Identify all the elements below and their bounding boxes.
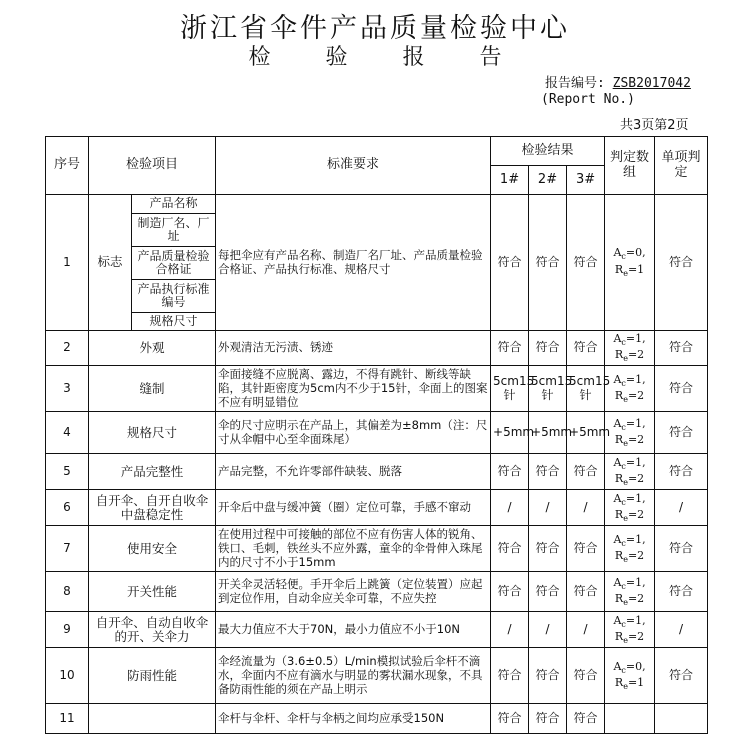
criterion: $A_c=1$, $R_e=2$	[605, 526, 655, 572]
result-3: 符合	[567, 526, 605, 572]
result-3: 符合	[567, 704, 605, 734]
row-item: 开关性能	[89, 572, 216, 612]
row-item: 自开伞、自开自收伞中盘稳定性	[89, 490, 216, 526]
result-1: 符合	[491, 195, 529, 331]
row-seq: 5	[46, 454, 89, 490]
criterion-re: 2	[637, 507, 645, 521]
criterion: $A_c=0$, $R_e=1$	[605, 195, 655, 331]
result-2: 5cm15针	[529, 366, 567, 412]
row-judge: /	[655, 612, 708, 648]
result-1: 符合	[491, 704, 529, 734]
criterion-ac: 1	[635, 332, 643, 345]
row-judge: 符合	[655, 366, 708, 412]
row-item: 标志	[89, 195, 132, 331]
row-item: 产品完整性	[89, 454, 216, 490]
row-requirement: 在使用过程中可接触的部位不应有伤害人体的锐角、铁口、毛刺，铁丝头不应外露，童伞的伞骨伸入珠尾内的尺寸不小于15mm	[216, 526, 491, 572]
row-judge: 符合	[655, 454, 708, 490]
row-requirement: 每把伞应有产品名称、制造厂名厂址、产品质量检验合格证、产品执行标准、规格尺寸	[216, 195, 491, 331]
result-3: 符合	[567, 195, 605, 331]
row-requirement: 伞面接缝不应脱离、露边，不得有跳针、断线等缺陷，其针距密度为5cm内不少于15针，伞面上的图案不应有明显错位	[216, 366, 491, 412]
criterion: $A_c=1$, $R_e=2$	[605, 572, 655, 612]
criterion-ac: 1	[635, 455, 643, 469]
header-sample-2: 2#	[529, 166, 567, 195]
row-requirement: 外观清洁无污渍、锈迹	[216, 331, 491, 366]
row-requirement: 伞杆与伞杆、伞杆与伞柄之间均应承受150N	[216, 704, 491, 734]
criterion-re: 1	[637, 675, 645, 689]
criterion-ac: 1	[635, 416, 643, 430]
header-seq: 序号	[46, 137, 89, 195]
result-2: 符合	[529, 648, 567, 704]
criterion-ac: 1	[635, 372, 643, 386]
result-3: +5mm	[567, 412, 605, 454]
result-2: 符合	[529, 331, 567, 366]
header-sample-3: 3#	[567, 166, 605, 195]
criterion-ac: 1	[635, 532, 643, 546]
row-seq: 2	[46, 331, 89, 366]
row-requirement: 伞经流量为（3.6±0.5）L/min模拟试验后伞杆不滴水，伞面内不应有滴水与明显的雾状漏水现象，不具备防雨性能的须在产品上明示	[216, 648, 491, 704]
row-requirement: 开关伞灵活轻便。手开伞后上跳簧（定位装置）应起到定位作用，自动伞应关伞可靠，不应失控	[216, 572, 491, 612]
report-number-value: ZSB2017042	[612, 76, 691, 91]
result-3: 5cm15针	[567, 366, 605, 412]
row-seq: 1	[46, 195, 89, 331]
criterion: $A_c=1$, $R_e=2$	[605, 612, 655, 648]
row-seq: 10	[46, 648, 89, 704]
row-item: 外观	[89, 331, 216, 366]
result-2: /	[529, 490, 567, 526]
result-3: 符合	[567, 572, 605, 612]
table-row	[46, 572, 708, 612]
sub-item: 制造厂名、厂址	[132, 214, 216, 247]
header-result: 检验结果	[491, 137, 605, 166]
row-seq: 11	[46, 704, 89, 734]
criterion: $A_c=1$, $R_e=2$	[605, 454, 655, 490]
result-1: /	[491, 612, 529, 648]
row-seq: 3	[46, 366, 89, 412]
row-judge: 符合	[655, 526, 708, 572]
result-2: 符合	[529, 195, 567, 331]
document-subtitle: 检 验 报 告	[248, 45, 526, 70]
row-item: 规格尺寸	[89, 412, 216, 454]
criterion: $A_c=1$, $R_e=2$	[605, 412, 655, 454]
result-3: 符合	[567, 331, 605, 366]
table-row	[46, 704, 708, 734]
criterion: $A_c=0$, $R_e=1$	[605, 648, 655, 704]
criterion-re: 2	[637, 471, 645, 485]
row-seq: 7	[46, 526, 89, 572]
sub-item: 产品名称	[132, 195, 216, 214]
result-1: 符合	[491, 526, 529, 572]
criterion-ac: 1	[635, 613, 643, 627]
result-2: /	[529, 612, 567, 648]
criterion: $A_c=1$, $R_e=2$	[605, 366, 655, 412]
result-2: 符合	[529, 572, 567, 612]
table-row	[46, 526, 708, 572]
result-2: 符合	[529, 454, 567, 490]
result-1: +5mm	[491, 412, 529, 454]
row-judge: 符合	[655, 572, 708, 612]
table-row	[46, 331, 708, 366]
row-requirement: 最大力值应不大于70N，最小力值应不小于10N	[216, 612, 491, 648]
inspection-table	[45, 136, 708, 734]
result-3: /	[567, 490, 605, 526]
result-2: 符合	[529, 526, 567, 572]
criterion-ac: 1	[635, 491, 643, 505]
row-item: 缝制	[89, 366, 216, 412]
criterion: $A_c=1$, $R_e=2$	[605, 490, 655, 526]
table-row	[46, 412, 708, 454]
result-1: /	[491, 490, 529, 526]
table-row	[46, 366, 708, 412]
table-row	[46, 195, 708, 214]
result-2: 符合	[529, 704, 567, 734]
sub-item: 产品质量检验合格证	[132, 247, 216, 280]
criterion-ac: 0	[635, 659, 643, 673]
report-number-english: (Report No.)	[541, 92, 635, 107]
row-seq: 6	[46, 490, 89, 526]
criterion-re: 2	[637, 348, 645, 362]
sub-item: 产品执行标准编号	[132, 280, 216, 313]
row-judge: 符合	[655, 648, 708, 704]
report-number-label: 报告编号:	[545, 76, 605, 91]
sub-item: 规格尺寸	[132, 313, 216, 331]
table-row	[46, 490, 708, 526]
row-item: 自开伞、自动自收伞的开、关伞力	[89, 612, 216, 648]
criterion-re: 2	[637, 591, 645, 605]
row-seq: 9	[46, 612, 89, 648]
row-item	[89, 704, 216, 734]
criterion-re: 2	[637, 548, 645, 562]
criterion-re: 2	[637, 388, 645, 402]
result-3: /	[567, 612, 605, 648]
result-3: 符合	[567, 454, 605, 490]
row-judge	[655, 704, 708, 734]
result-3: 符合	[567, 648, 605, 704]
result-1: 符合	[491, 572, 529, 612]
row-seq: 4	[46, 412, 89, 454]
row-item: 使用安全	[89, 526, 216, 572]
row-judge: 符合	[655, 412, 708, 454]
header-item: 检验项目	[89, 137, 216, 195]
row-item: 防雨性能	[89, 648, 216, 704]
row-requirement: 伞的尺寸应明示在产品上，其偏差为±8mm（注：尺寸从伞帽中心至伞面珠尾）	[216, 412, 491, 454]
criterion-re: 2	[637, 629, 645, 643]
criterion-ac: 0	[635, 246, 643, 260]
result-1: 符合	[491, 454, 529, 490]
header-judge: 单项判定	[655, 137, 708, 195]
header-requirement: 标准要求	[216, 137, 491, 195]
table-row	[46, 612, 708, 648]
criterion	[605, 704, 655, 734]
header-sample-1: 1#	[491, 166, 529, 195]
row-requirement: 开伞后中盘与缓冲簧（圈）定位可靠，手感不窜动	[216, 490, 491, 526]
report-number	[545, 72, 691, 91]
result-2: +5mm	[529, 412, 567, 454]
document-title: 浙江省伞件产品质量检验中心	[180, 13, 570, 44]
criterion-re: 2	[637, 432, 645, 446]
row-judge: 符合	[655, 195, 708, 331]
page-info: 共3页第2页	[620, 118, 689, 133]
criterion-re: 1	[637, 262, 645, 276]
result-1: 符合	[491, 331, 529, 366]
criterion: $A_c=1$, $R_e=2$	[605, 331, 655, 366]
row-judge: 符合	[655, 331, 708, 366]
criterion-ac: 1	[635, 575, 643, 589]
row-requirement: 产品完整，不允许零部件缺装、脱落	[216, 454, 491, 490]
row-seq: 8	[46, 572, 89, 612]
header-criterion: 判定数组	[605, 137, 655, 195]
table-row	[46, 648, 708, 704]
result-1: 符合	[491, 648, 529, 704]
table-row	[46, 454, 708, 490]
row-judge: /	[655, 490, 708, 526]
result-1: 5cm15针	[491, 366, 529, 412]
